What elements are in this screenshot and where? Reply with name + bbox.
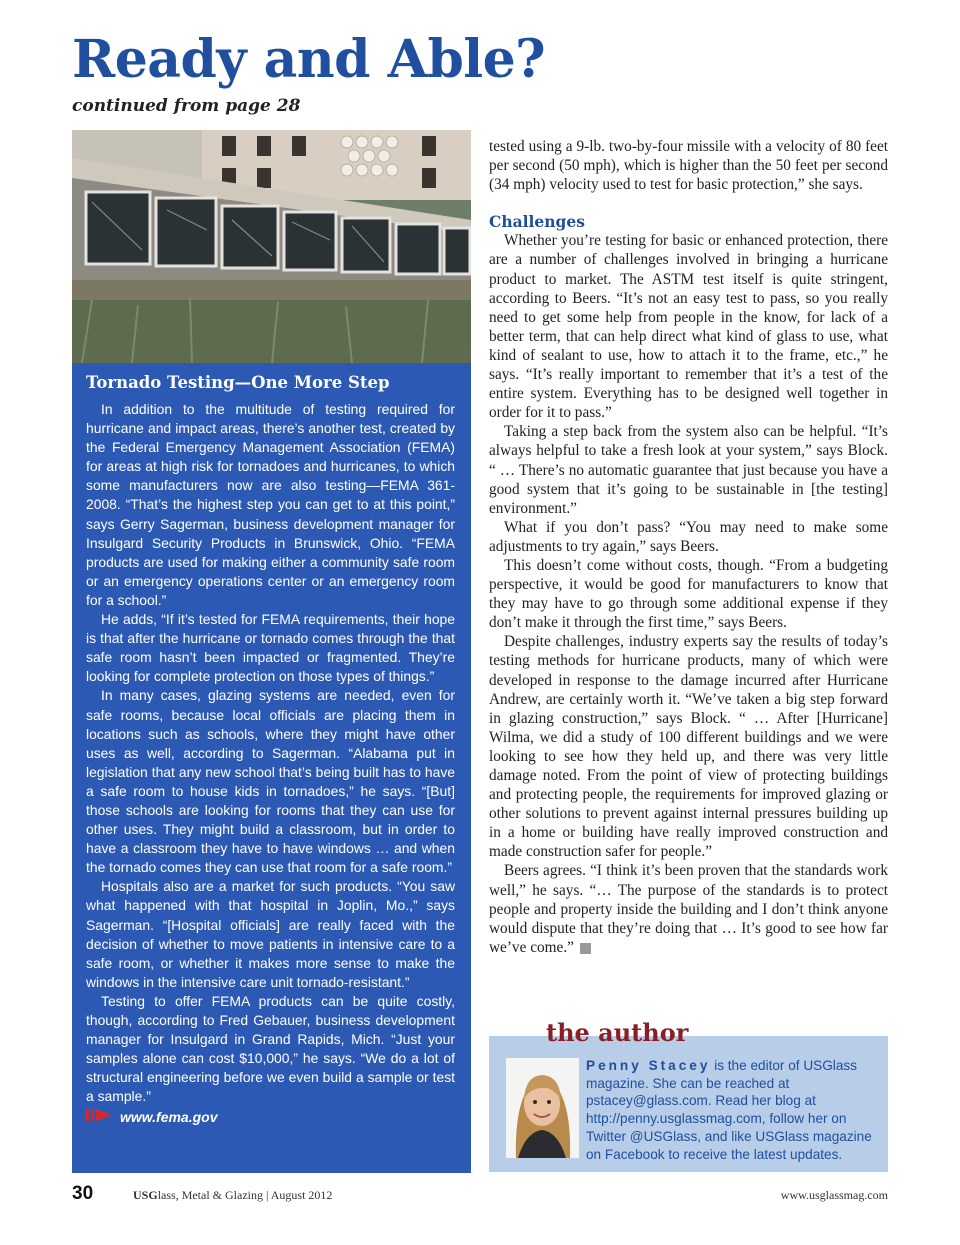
- author-photo: [506, 1058, 579, 1158]
- issue-date: August 2012: [270, 1188, 333, 1202]
- sidebar-paragraph: In addition to the multitude of testing required for hurricane and impact areas, there’s another test, created by the Federal Emergency Management Association (FEMA) for areas at high risk for tornadoes and hurricanes, to which some manufacturers now are also testing—FEMA 361-2008. “That’s the highest step you can get to at this point,” says Gerry Sagerman, business development manager for Insulgard Security Products in Brunswick, Ohio. “FEMA products are used for making either a community safe room or an emergency operations center or an emergency room for a school.”: [86, 401, 455, 608]
- article-paragraph: Whether you’re testing for basic or enhanced protection, there are a number of challenges involved in bringing a hurricane product to market. The ASTM test itself is quite stringent, according to Beers. “It’s not an easy test to pass, so you really need to get some help from people in the know, for lack of a better term, that can help direct what kind of glass to use, what kind of sealant to use, how to attach it to the frame, etc.,” he says. “It’s really important to remember that it’s a test of the entire system. Everything has to be designed well together in order for it to pass.”: [489, 232, 888, 422]
- publication-brand: USG: [133, 1188, 158, 1202]
- article-paragraph-last: [489, 861, 888, 956]
- page-number: 30: [72, 1183, 94, 1204]
- sidebar-paragraph: Testing to offer FEMA products can be quite costly, though, according to Fred Gebauer, business development manager for Insulgard in Grand Rapids, Mich. “Just your samples alone can cost $10,000,” he says. “We do a lot of structural engineering before we even build a sample or test a sample.”: [86, 992, 455, 1105]
- footer-separator: |: [266, 1188, 269, 1202]
- sidebar-paragraph: Hospitals also are a market for such products. “You saw what happened with that hospital in Joplin, Mo.,” says Sagerman. “[Hospital officials] are really faced with the decision of whether to move patients in intensive care to a safe room, or whether it makes more sense to make the windows in the intensive care unit tornado-resistant.”: [86, 878, 455, 990]
- challenges-heading: Challenges: [489, 212, 585, 232]
- end-mark-icon: [580, 943, 591, 954]
- building-photo: [72, 130, 471, 363]
- article-title: Ready and Able?: [72, 29, 546, 90]
- fema-url[interactable]: www.fema.gov: [120, 1108, 218, 1125]
- article-main-column: [489, 137, 888, 957]
- sidebar-paragraph: In many cases, glazing systems are needed, even for safe rooms, because local officials are placing them in locations such as schools, where they might have other uses as well, according to Sagerman. “Alabama put in legislation that any new school that’s being built has to have a safe room to house kids in tornadoes,” he says. “[But] those schools are looking for rooms that they can use for other uses. They might build a classroom, but in order to have a classroom they have to have windows … and when the tornado comes they can use that room for a safe room.”: [86, 687, 455, 876]
- article-paragraph: This doesn’t come without costs, though. “From a budgeting perspective, it would be good for manufacturers to know that they may have to go through some additional expense if they don’t make it through the first time,” says Beers.: [489, 556, 888, 632]
- publication-name: lass, Metal & Glazing: [157, 1188, 263, 1202]
- continued-from-note: continued from page 28: [72, 96, 301, 116]
- sidebar-heading: Tornado Testing—One More Step: [86, 373, 390, 392]
- website-url[interactable]: www.usglassmag.com: [780, 1188, 888, 1202]
- article-paragraph: Despite challenges, industry experts say the results of today’s testing methods for hurricane products, many of which were developed in response to the damage incurred after Hurricane Andrew, are certainly worth it. “We’ve taken a big step forward in glazing construction,” says Block. “ … After [Hurricane] Wilma, we did a study of 100 different buildings and we were looking to see how they held up, and there was very little damage noted. From the point of view of protecting buildings and protecting people, the requirements for improved glazing or other solutions to prevent against internal pressures building up in a home or building have really improved construction and made construction safer for people.”: [489, 633, 888, 861]
- sidebar-paragraph: He adds, “If it’s tested for FEMA requirements, their hope is that after the hurricane or tornado comes through the that safe room hasn’t been impacted or fragmented. They’re looking for complete protection on those types of things.”: [86, 611, 455, 685]
- article-paragraph: Taking a step back from the system also can be helpful. “It’s always helpful to take a fresh look at your system,” says Block. “ … There’s no automatic guarantee that just because you have a good system that it’s going to be sustainable in [the testing] environment.”: [489, 423, 888, 517]
- author-name: Penny Stacey: [586, 1058, 711, 1073]
- article-paragraph: What if you don’t pass? “You may need to make some adjustments to try again,” says Beers.: [489, 518, 888, 555]
- article-closing-text: Beers agrees. “I think it’s been proven that the standards work well,” he says. “… The purpose of the standards is to protect people and property inside the building and I don’t think anyone would dispute that they’re doing that … It’s good to see how far we’ve come.”: [489, 862, 888, 956]
- article-paragraph: tested using a 9-lb. two-by-four missile with a velocity of 80 feet per second (50 mph), which is higher than the 50 feet per second (34 mph) velocity used to test for basic protection,” she says.: [489, 138, 888, 194]
- fema-link[interactable]: [86, 1108, 455, 1125]
- author-bio-text: is the editor of USGlass magazine. She can be reached at pstacey@glass.com. Read her blog at http://penny.usglassmag.com, follow her on Twitter @USGlass, and like USGlass magazine on Facebook to receive the latest updates.: [586, 1058, 872, 1162]
- double-arrow-icon: [86, 1108, 114, 1125]
- publication-line: [133, 1188, 332, 1203]
- author-bio: [586, 1057, 881, 1163]
- tornado-testing-sidebar: [72, 363, 471, 1173]
- author-heading: the author: [546, 1018, 689, 1047]
